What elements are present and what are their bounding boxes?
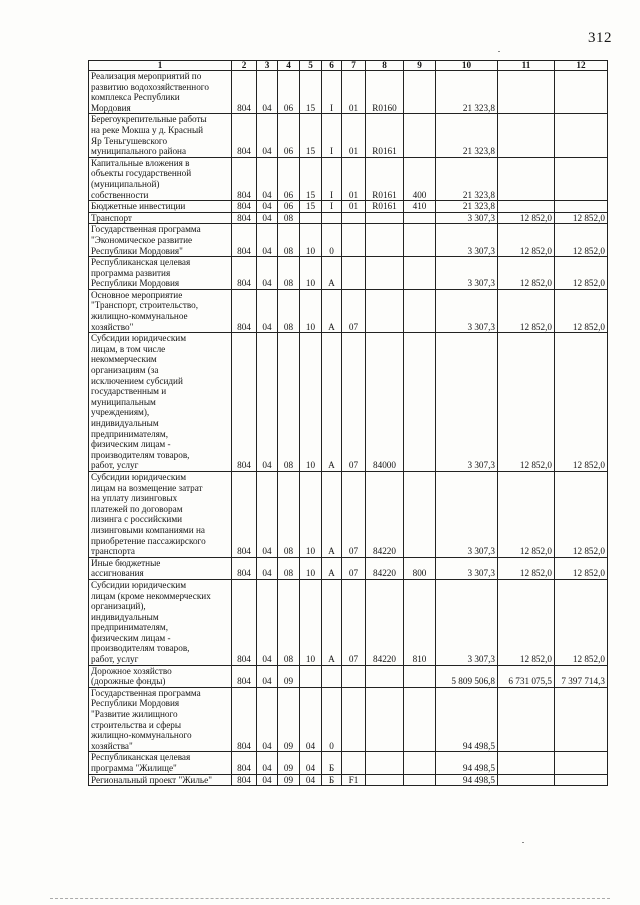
table-row <box>89 333 608 472</box>
row-name-line: физическим лицам - <box>91 439 171 450</box>
row-name-line: производителям товаров, <box>91 643 190 654</box>
row-name-cell <box>89 579 232 665</box>
amount-cell <box>498 687 555 752</box>
amount-cell <box>498 114 555 157</box>
table-body <box>89 71 608 786</box>
row-name-line: Государственная программа <box>91 224 201 235</box>
header-row <box>89 61 608 71</box>
amount-cell: 12 852,0 <box>498 289 555 332</box>
code-cell: 04 <box>300 687 322 752</box>
code-cell: 08 <box>278 212 300 224</box>
page-number: 312 <box>588 30 612 46</box>
header-cell: 6 <box>322 61 342 71</box>
amount-cell <box>498 201 555 213</box>
code-cell: А <box>322 289 342 332</box>
amount-cell: 12 852,0 <box>555 212 608 224</box>
code-cell <box>404 212 436 224</box>
row-name-line: лизинга с российскими <box>91 514 183 525</box>
row-name-line: Республиканская целевая <box>91 257 191 268</box>
code-cell <box>404 774 436 786</box>
code-cell: 06 <box>278 71 300 114</box>
code-cell: 09 <box>278 687 300 752</box>
code-cell: 08 <box>278 333 300 472</box>
amount-cell: 3 307,3 <box>436 224 498 257</box>
code-cell: 04 <box>257 157 278 200</box>
row-name-cell <box>89 289 232 332</box>
code-cell: А <box>322 333 342 472</box>
row-name-cell <box>89 665 232 687</box>
row-name-line: программа "Жилище" <box>91 763 177 773</box>
code-cell: 804 <box>232 289 257 332</box>
code-cell: 804 <box>232 224 257 257</box>
row-name-line: на уплату лизинговых <box>91 493 178 504</box>
code-cell: 07 <box>342 333 366 472</box>
code-cell <box>404 71 436 114</box>
code-cell: 804 <box>232 579 257 665</box>
code-cell: 06 <box>278 201 300 213</box>
table-row <box>89 687 608 752</box>
amount-cell: 12 852,0 <box>498 333 555 472</box>
row-name-line: комплекса Республики <box>91 92 180 103</box>
code-cell <box>366 289 404 332</box>
table-row <box>89 212 608 224</box>
amount-cell <box>555 71 608 114</box>
amount-cell: 12 852,0 <box>555 289 608 332</box>
code-cell: 804 <box>232 71 257 114</box>
row-name-line: Республики Мордовия <box>91 698 180 709</box>
code-cell <box>404 333 436 472</box>
table-row <box>89 71 608 114</box>
code-cell: 410 <box>404 201 436 213</box>
code-cell: 804 <box>232 687 257 752</box>
row-name-line: Бюджетные инвестиции <box>91 201 186 212</box>
amount-cell <box>555 201 608 213</box>
amount-cell <box>555 114 608 157</box>
row-name-cell <box>89 752 232 774</box>
row-name-cell <box>89 333 232 472</box>
code-cell: 800 <box>404 557 436 579</box>
amount-cell: 12 852,0 <box>498 471 555 557</box>
code-cell <box>404 471 436 557</box>
code-cell: 84220 <box>366 579 404 665</box>
code-cell: 84220 <box>366 471 404 557</box>
row-name-line: ассигнования <box>91 568 144 579</box>
code-cell: 10 <box>300 557 322 579</box>
row-name-line: хозяйства" <box>91 740 133 751</box>
row-name-line: Республиканская целевая <box>91 752 191 763</box>
row-name-line: Субсидии юридическим <box>91 471 187 482</box>
code-cell: 01 <box>342 114 366 157</box>
code-cell: F1 <box>342 774 366 786</box>
code-cell <box>366 257 404 290</box>
code-cell: R0160 <box>366 71 404 114</box>
header-cell: 3 <box>257 61 278 71</box>
code-cell: 04 <box>257 212 278 224</box>
row-name-line: Дорожное хозяйство <box>91 665 172 676</box>
amount-cell <box>555 157 608 200</box>
row-name-line: строительства и сферы <box>91 719 182 730</box>
row-name-line: учреждениям), <box>91 407 150 418</box>
code-cell: R0161 <box>366 201 404 213</box>
code-cell: 10 <box>300 257 322 290</box>
row-name-line: транспорта <box>91 546 135 557</box>
code-cell: 07 <box>342 557 366 579</box>
code-cell: 804 <box>232 257 257 290</box>
code-cell: 04 <box>257 752 278 774</box>
row-name-line: работ, услуг <box>91 654 139 665</box>
header-cell: 9 <box>404 61 436 71</box>
row-name-line: Государственная программа <box>91 687 201 698</box>
code-cell <box>366 752 404 774</box>
code-cell: 15 <box>300 114 322 157</box>
row-name-line: Субсидии юридическим <box>91 333 187 344</box>
row-name-cell <box>89 224 232 257</box>
code-cell <box>342 687 366 752</box>
amount-cell: 3 307,3 <box>436 333 498 472</box>
code-cell: 04 <box>257 71 278 114</box>
code-cell: 04 <box>257 114 278 157</box>
amount-cell: 12 852,0 <box>555 224 608 257</box>
code-cell: I <box>322 114 342 157</box>
code-cell: 804 <box>232 557 257 579</box>
code-cell: 06 <box>278 157 300 200</box>
code-cell: 804 <box>232 333 257 472</box>
code-cell: 01 <box>342 201 366 213</box>
code-cell: 804 <box>232 201 257 213</box>
amount-cell: 12 852,0 <box>498 224 555 257</box>
code-cell: Б <box>322 774 342 786</box>
code-cell: 08 <box>278 289 300 332</box>
row-name-line: организаций), <box>91 601 146 612</box>
code-cell: 09 <box>278 665 300 687</box>
row-name-cell <box>89 157 232 200</box>
row-name-line: организациям (за <box>91 365 159 376</box>
row-name-line: некоммерческим <box>91 354 157 365</box>
code-cell <box>404 687 436 752</box>
code-cell <box>404 752 436 774</box>
table-row <box>89 114 608 157</box>
row-name-line: Региональный проект "Жилье" <box>91 774 212 785</box>
code-cell: 04 <box>257 201 278 213</box>
amount-cell: 3 307,3 <box>436 579 498 665</box>
code-cell: 09 <box>278 752 300 774</box>
row-name-cell <box>89 687 232 752</box>
code-cell: 08 <box>278 557 300 579</box>
code-cell: А <box>322 579 342 665</box>
header-cell: 5 <box>300 61 322 71</box>
scan-speck <box>498 51 500 52</box>
row-name-line: жилищно-коммунальное <box>91 311 188 322</box>
amount-cell: 94 498,5 <box>436 774 498 786</box>
amount-cell <box>498 157 555 200</box>
code-cell: 04 <box>300 752 322 774</box>
row-name-line: собственности <box>91 189 149 200</box>
code-cell: 15 <box>300 157 322 200</box>
code-cell: 08 <box>278 224 300 257</box>
code-cell: 804 <box>232 752 257 774</box>
amount-cell: 12 852,0 <box>555 333 608 472</box>
amount-cell: 12 852,0 <box>498 557 555 579</box>
code-cell <box>404 114 436 157</box>
row-name-line: программа развития <box>91 267 171 278</box>
row-name-cell <box>89 471 232 557</box>
row-name-line: (дорожные фонды) <box>91 676 166 687</box>
code-cell: 08 <box>278 257 300 290</box>
row-name-line: "Экономическое развитие <box>91 234 193 245</box>
row-name-line: Основное мероприятие <box>91 289 183 300</box>
row-name-line: (муниципальной) <box>91 178 160 189</box>
amount-cell: 12 852,0 <box>555 557 608 579</box>
budget-table <box>88 60 608 786</box>
scan-speck <box>522 842 524 843</box>
code-cell: 10 <box>300 289 322 332</box>
code-cell <box>342 224 366 257</box>
row-name-cell <box>89 774 232 786</box>
code-cell: 09 <box>278 774 300 786</box>
amount-cell <box>498 752 555 774</box>
code-cell: 810 <box>404 579 436 665</box>
row-name-line: Яр Теньгушевского <box>91 135 168 146</box>
header-cell: 12 <box>555 61 608 71</box>
row-name-line: "Развитие жилищного <box>91 709 178 720</box>
code-cell: 04 <box>257 333 278 472</box>
code-cell: 01 <box>342 157 366 200</box>
row-name-line: производителям товаров, <box>91 449 190 460</box>
amount-cell: 3 307,3 <box>436 557 498 579</box>
amount-cell: 12 852,0 <box>498 579 555 665</box>
code-cell: А <box>322 471 342 557</box>
code-cell: 804 <box>232 471 257 557</box>
table-row <box>89 257 608 290</box>
code-cell <box>322 212 342 224</box>
page-bottom-edge <box>50 898 610 899</box>
table-row <box>89 557 608 579</box>
row-name-line: Транспорт <box>91 212 132 223</box>
table-row <box>89 289 608 332</box>
row-name-line: лицам (кроме некоммерческих <box>91 590 211 601</box>
code-cell <box>342 212 366 224</box>
code-cell: 07 <box>342 471 366 557</box>
amount-cell: 12 852,0 <box>498 212 555 224</box>
code-cell: 15 <box>300 71 322 114</box>
amount-cell: 21 323,8 <box>436 201 498 213</box>
row-name-line: физическим лицам - <box>91 632 171 643</box>
code-cell <box>366 665 404 687</box>
code-cell: R0161 <box>366 114 404 157</box>
code-cell: 804 <box>232 212 257 224</box>
table-row <box>89 201 608 213</box>
amount-cell: 7 397 714,3 <box>555 665 608 687</box>
code-cell <box>404 289 436 332</box>
row-name-line: платежей по договорам <box>91 503 183 514</box>
header-cell: 10 <box>436 61 498 71</box>
amount-cell <box>555 687 608 752</box>
code-cell: 804 <box>232 157 257 200</box>
table-row <box>89 471 608 557</box>
amount-cell: 21 323,8 <box>436 157 498 200</box>
code-cell <box>342 665 366 687</box>
row-name-line: Субсидии юридическим <box>91 579 187 590</box>
row-name-line: муниципальным <box>91 396 156 407</box>
code-cell: 04 <box>257 224 278 257</box>
code-cell: 10 <box>300 224 322 257</box>
row-name-line: Республики Мордовия <box>91 278 180 289</box>
row-name-cell <box>89 201 232 213</box>
amount-cell <box>555 774 608 786</box>
amount-cell: 12 852,0 <box>555 579 608 665</box>
amount-cell <box>498 774 555 786</box>
table-row <box>89 774 608 786</box>
row-name-line: объекты государственной <box>91 168 192 179</box>
code-cell: 804 <box>232 665 257 687</box>
code-cell: 07 <box>342 579 366 665</box>
code-cell: 04 <box>257 665 278 687</box>
header-cell: 1 <box>89 61 232 71</box>
row-name-line: Берегоукрепительные работы <box>91 114 207 125</box>
row-name-line: работ, услуг <box>91 460 139 471</box>
amount-cell <box>498 71 555 114</box>
code-cell <box>300 665 322 687</box>
amount-cell: 12 852,0 <box>498 257 555 290</box>
header-cell: 7 <box>342 61 366 71</box>
code-cell <box>366 687 404 752</box>
amount-cell: 21 323,8 <box>436 114 498 157</box>
code-cell: 04 <box>257 257 278 290</box>
amount-cell: 94 498,5 <box>436 687 498 752</box>
header-cell: 8 <box>366 61 404 71</box>
row-name-line: "Транспорт, строительство, <box>91 300 199 311</box>
code-cell: Б <box>322 752 342 774</box>
code-cell: 84000 <box>366 333 404 472</box>
code-cell: 15 <box>300 201 322 213</box>
amount-cell: 12 852,0 <box>555 257 608 290</box>
code-cell <box>366 774 404 786</box>
header-cell: 2 <box>232 61 257 71</box>
code-cell: R0161 <box>366 157 404 200</box>
amount-cell: 3 307,3 <box>436 289 498 332</box>
amount-cell: 3 307,3 <box>436 257 498 290</box>
code-cell: 04 <box>257 579 278 665</box>
code-cell: 10 <box>300 471 322 557</box>
header-cell: 11 <box>498 61 555 71</box>
code-cell <box>300 212 322 224</box>
row-name-line: развитию водохозяйственного <box>91 81 209 92</box>
code-cell: 84220 <box>366 557 404 579</box>
row-name-line: лицам, в том числе <box>91 343 166 354</box>
amount-cell: 3 307,3 <box>436 212 498 224</box>
code-cell: 10 <box>300 579 322 665</box>
table-row <box>89 224 608 257</box>
code-cell <box>404 257 436 290</box>
code-cell: I <box>322 71 342 114</box>
amount-cell <box>555 752 608 774</box>
row-name-line: жилищно-коммунального <box>91 730 192 741</box>
table-row <box>89 665 608 687</box>
amount-cell: 6 731 075,5 <box>498 665 555 687</box>
code-cell: 04 <box>257 687 278 752</box>
row-name-line: предпринимателям, <box>91 428 169 439</box>
row-name-line: лизинговыми компаниями на <box>91 524 205 535</box>
amount-cell: 94 498,5 <box>436 752 498 774</box>
amount-cell: 3 307,3 <box>436 471 498 557</box>
row-name-line: предпринимателям, <box>91 622 169 633</box>
code-cell <box>322 665 342 687</box>
row-name-cell <box>89 71 232 114</box>
row-name-line: исключением субсидий <box>91 375 183 386</box>
table-row <box>89 752 608 774</box>
code-cell: I <box>322 157 342 200</box>
table-row <box>89 157 608 200</box>
code-cell: 08 <box>278 471 300 557</box>
row-name-line: на реке Мокша у д. Красный <box>91 124 204 135</box>
code-cell: 01 <box>342 71 366 114</box>
code-cell: 0 <box>322 224 342 257</box>
row-name-line: индивидуальным <box>91 418 159 428</box>
code-cell <box>404 665 436 687</box>
row-name-line: Республики Мордовия" <box>91 245 183 256</box>
code-cell: 10 <box>300 333 322 472</box>
code-cell <box>342 752 366 774</box>
row-name-cell <box>89 212 232 224</box>
code-cell: 400 <box>404 157 436 200</box>
row-name-cell <box>89 257 232 290</box>
code-cell: 08 <box>278 579 300 665</box>
row-name-line: хозяйство" <box>91 321 134 332</box>
header-cell: 4 <box>278 61 300 71</box>
row-name-line: приобретение пассажирского <box>91 535 206 546</box>
row-name-line: государственным и <box>91 386 167 397</box>
code-cell: А <box>322 257 342 290</box>
code-cell <box>342 257 366 290</box>
code-cell: 06 <box>278 114 300 157</box>
row-name-line: индивидуальным <box>91 611 159 622</box>
code-cell: 804 <box>232 774 257 786</box>
table-row <box>89 579 608 665</box>
amount-cell: 12 852,0 <box>555 471 608 557</box>
code-cell: 04 <box>257 774 278 786</box>
code-cell <box>366 224 404 257</box>
code-cell: 04 <box>257 557 278 579</box>
code-cell: 0 <box>322 687 342 752</box>
code-cell: 07 <box>342 289 366 332</box>
code-cell <box>404 224 436 257</box>
row-name-cell <box>89 557 232 579</box>
row-name-cell <box>89 114 232 157</box>
code-cell <box>366 212 404 224</box>
code-cell: 04 <box>300 774 322 786</box>
amount-cell: 5 809 506,8 <box>436 665 498 687</box>
code-cell: 804 <box>232 114 257 157</box>
code-cell: А <box>322 557 342 579</box>
row-name-line: Мордовия <box>91 102 131 113</box>
row-name-line: лицам на возмещение затрат <box>91 482 203 493</box>
row-name-line: Капитальные вложения в <box>91 157 190 168</box>
row-name-line: Реализация мероприятий по <box>91 71 202 81</box>
amount-cell: 21 323,8 <box>436 71 498 114</box>
row-name-line: Иные бюджетные <box>91 557 161 568</box>
code-cell: 04 <box>257 471 278 557</box>
row-name-line: муниципального района <box>91 146 187 157</box>
code-cell: 04 <box>257 289 278 332</box>
code-cell: I <box>322 201 342 213</box>
